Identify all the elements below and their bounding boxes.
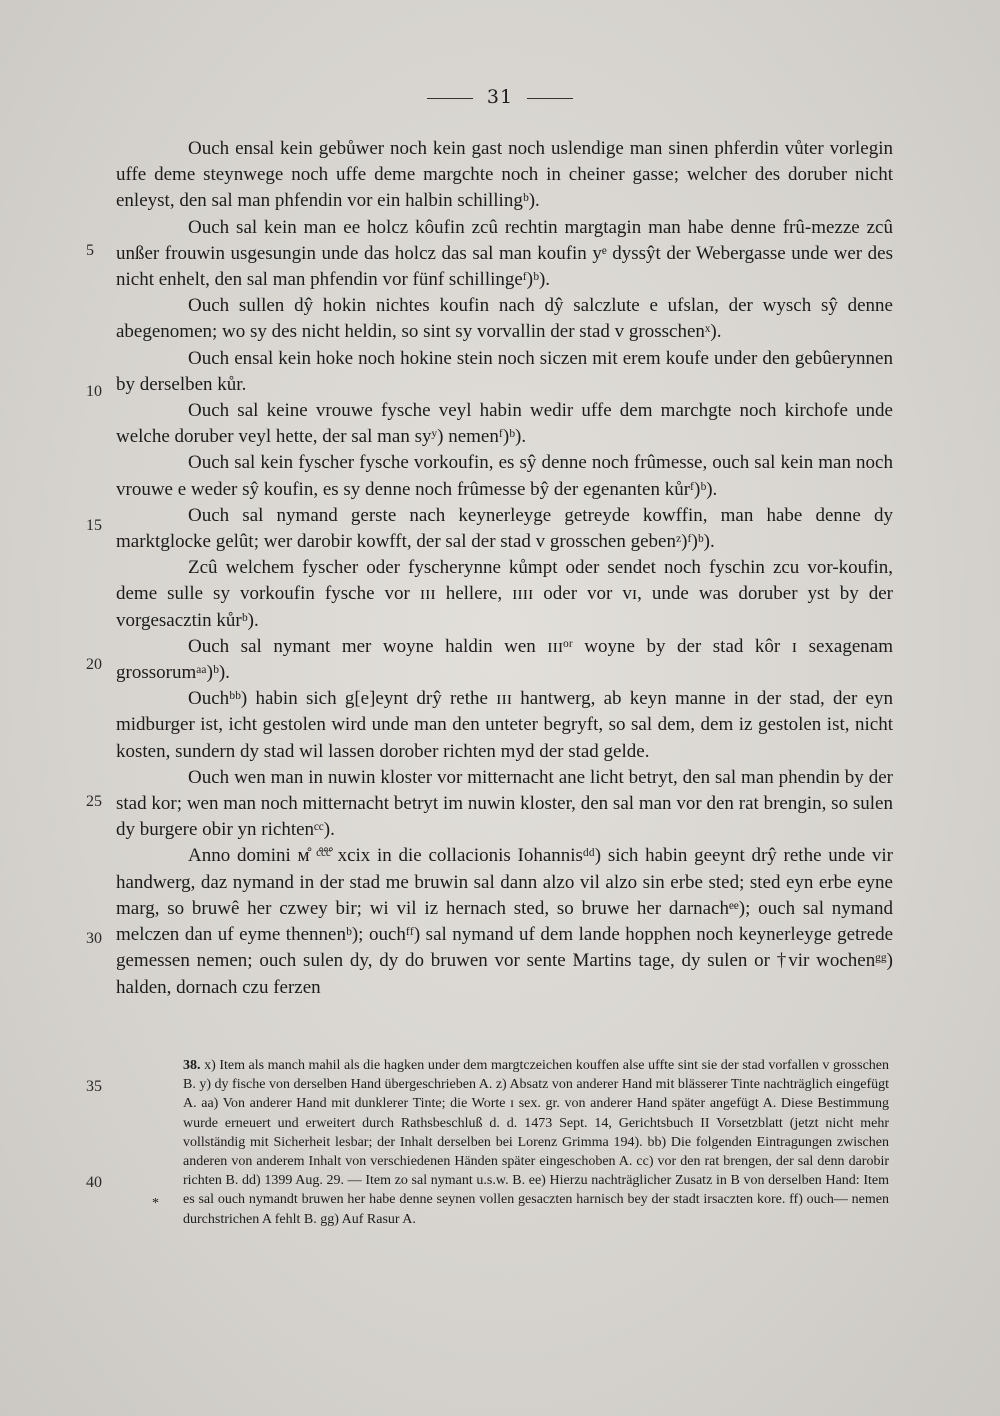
footnote-marker: 38.: [183, 1058, 201, 1073]
page-number: 31: [486, 86, 514, 108]
line-number: 20: [86, 656, 102, 673]
paragraph: Ouch sal kein man ee holcz kôufin zcû rechtin margtagin man habe denne frû-mezze zcû unßer frouwin usgesungin unde das holcz das sal man koufin yᵉ dyssŷt der Webergasse unde wer des nicht enhelt, den sal man phfendin vor fünf schillingeᶠ)ᵇ).: [116, 216, 893, 291]
footnote-text: x) Item als manch mahil als die hagken under dem margtczeichen kouffen alse uffte sint sie der stad vorfallen v grosschen B. y) dy fische von derselben Hand übergeschrieben A. z) Absatz von anderer Hand mit blässerer Tinte nachträglich eingefügt A. aa) Von anderer Hand mit dunklerer Tinte; die Worte ɪ sex. gr. von anderer Hand später angefügt A. Diese Bestimmung wurde erneuert und erweitert durch Rathsbeschluß d. d. 1473 Sept. 14, Gerichtsbuch II Vorsetzblatt (jetzt nicht mehr vollständig mit Sicherheit lesbar; der Inhalt derselben bei Lorenz Grimma 194). bb) Die folgenden Eintragungen zwischen anderen von anderem Inhalt von verschiedenen Händen später eingeschoben A. cc) vor den rat brengen, der sal denn darobir richten B. dd) 1399 Aug. 29. — Item zo sal nymant u.s.w. B. ee) Hierzu nachträglicher Zusatz in B von derselben Hand: Item es sal ouch nymandt bruwen her habe denne seynen vollen gesaczten harnisch bey der stadt irsaczten kore. ff) ouch— nemen durchstrichen A fehlt B. gg) Auf Rasur A.: [183, 1058, 889, 1227]
footnotes: [183, 1056, 889, 1229]
line-number: 35: [86, 1078, 102, 1095]
line-number: 30: [86, 930, 102, 947]
page-header: [0, 86, 1000, 108]
footnote-star: *: [152, 1196, 159, 1211]
footnote-paragraph: [183, 1056, 889, 1229]
paragraph: Anno domini ᴍ̊ ᶜ̊ᶜ̊ᶜ̊ xcix in die collacionis Iohannisᵈᵈ) sich habin geeynt drŷ rethe unde vir handwerg, daz nymand in der stad me bruwin sal dann alzo vil alzo sin erbe sted; sted eyn erbe eyne marg, so bruwê her czwey bir; wi vil iz hernach sted, so bruwe her darnachᵉᵉ); ouch sal nymand melczen dan uf eyme thennenᵇ); ouchᶠᶠ) sal nymand uf dem lande hopphen noch keynerleyge getrede gemessen nemen; ouch sulen dy, dy do bruwen vor sente Martins tage, dy sulen or †vir wochenᵍᵍ) halden, dornach czu ferzen: [116, 845, 893, 998]
paragraph: Ouch wen man in nuwin kloster vor mitternacht ane licht betryt, den sal man phendin by der stad kor; wen man noch mitternacht betryt im nuwin kloster, den sal man vor den rat brengin, so sulen dy burgere obir yn richtenᶜᶜ).: [116, 766, 893, 841]
paragraph: Ouch ensal kein gebůwer noch kein gast noch uslendige man sinen phferdin vůter vorlegin uffe deme steynwege noch uffe deme margchte noch in cheiner gasse; welcher des doruber nicht enleyst, den sal man phfendin vor ein halbin schillingᵇ).: [116, 138, 893, 212]
header-rule-right: [527, 98, 573, 99]
line-number: 25: [86, 793, 102, 810]
line-number: 40: [86, 1174, 102, 1191]
header-rule-left: [427, 98, 473, 99]
paragraph: Ouch sullen dŷ hokin nichtes koufin nach dŷ salczlute e ufslan, der wysch sŷ denne abegenomen; wo sy des nicht heldin, so sint sy vorvallin der stad v grosschenˣ).: [116, 295, 893, 343]
paragraph: Ouchᵇᵇ) habin sich g[e]eynt drŷ rethe ɪɪɪ hantwerg, ab keyn manne in der stad, der eyn midburger ist, icht gestolen wird unde man den unteter begryft, so sal dem, dem iz gestolen ist, nicht kosten, sundern dy stad wil lassen dorober richten myd der stad gelde.: [116, 688, 893, 762]
paragraph: Ouch sal nymant mer woyne haldin wen ɪɪɪᵒʳ woyne by der stad kôr ɪ sexagenam grossorumᵃᵃ)ᵇ).: [116, 635, 893, 684]
line-number: 5: [86, 242, 94, 259]
paragraph: Ouch ensal kein hoke noch hokine stein noch siczen mit erem koufe under den gebûerynnen by derselben kůr.: [116, 347, 893, 395]
paragraph: Zcû welchem fyscher oder fyscherynne kůmpt oder sendet noch fyschin zcu vor-koufin, deme sulle sy vorkoufin fysche vor ɪɪɪ hellere, ɪɪɪɪ oder vor ᴠɪ, unde was doruber yst by der vorgesacztin kůrᵇ).: [116, 557, 893, 631]
main-text: [116, 136, 893, 1001]
paragraph: Ouch sal kein fyscher fysche vorkoufin, es sŷ denne noch frûmesse, ouch sal kein man noch vrouwe e weder sŷ koufin, es sy denne noch frûmesse bŷ der egenanten kůrᶠ)ᵇ).: [116, 452, 893, 500]
line-number: 10: [86, 383, 102, 400]
paragraph: Ouch sal nymand gerste nach keynerleyge getreyde kowffin, man habe denne dy marktglocke gelût; wer darobir kowfft, der sal der stad v grosschen gebenᶻ)ᶠ)ᵇ).: [116, 504, 893, 553]
line-number: 15: [86, 517, 102, 534]
paragraph: Ouch sal keine vrouwe fysche veyl habin wedir uffe dem marchgte noch kirchofe unde welche doruber veyl hette, der sal man syʸ) nemenᶠ)ᵇ).: [116, 400, 893, 448]
